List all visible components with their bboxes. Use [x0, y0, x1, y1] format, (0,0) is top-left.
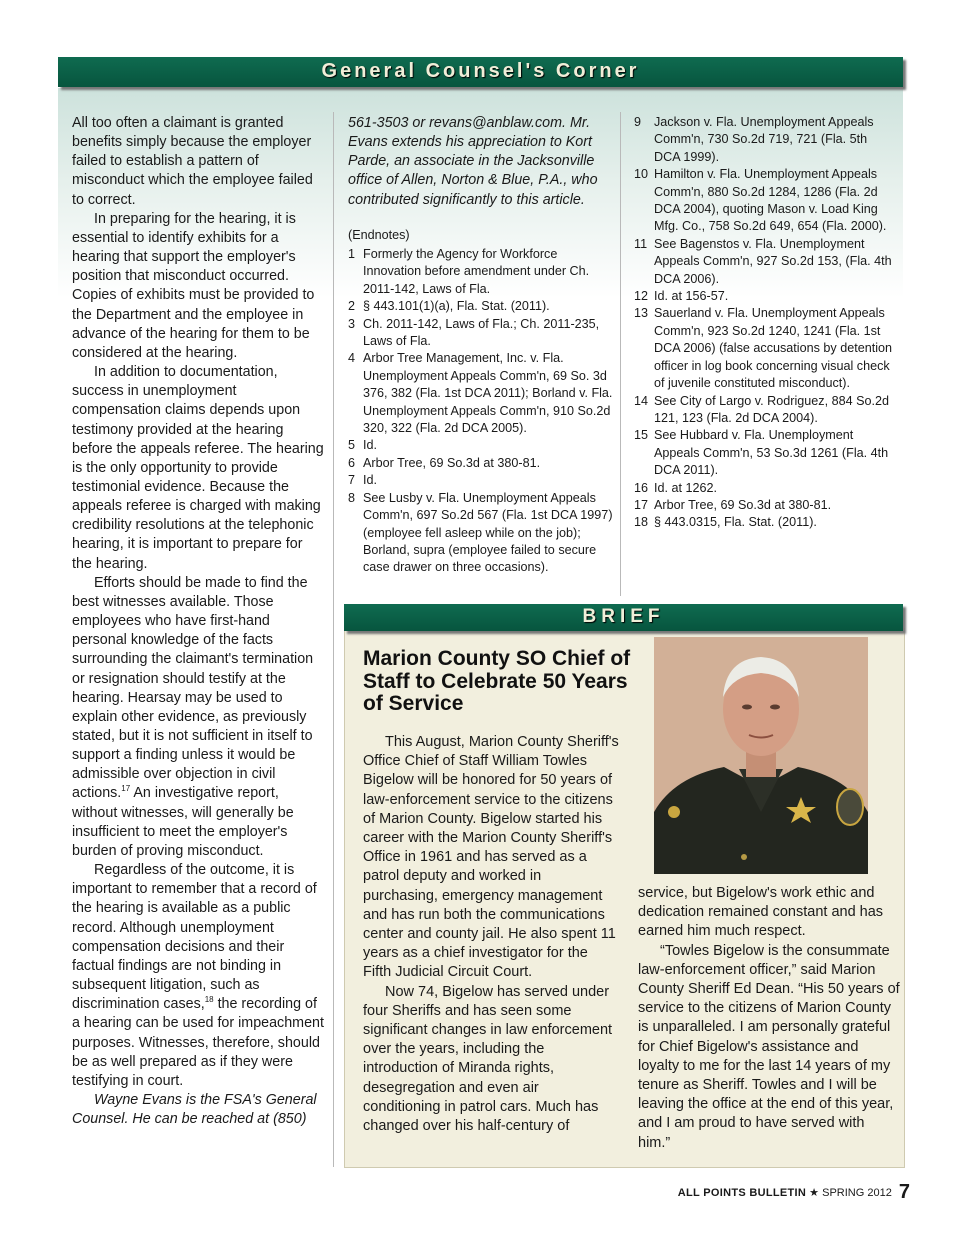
portrait-illustration: [654, 637, 868, 874]
endnote-number: 13: [634, 306, 649, 321]
author-contact: 561-3503 or revans@anblaw.com. Mr. Evans extends his appreciation to Kort Parde, an associate in the Jacksonville office of Allen, Norton & Blue, P.A., who contributed significantly to this article.: [348, 115, 598, 208]
endnote-item: [348, 350, 613, 437]
endnote-number: 14: [634, 393, 649, 408]
endnote-number: 6: [348, 455, 356, 470]
endnote-ref: 17: [121, 784, 131, 794]
endnote-text: Arbor Tree, 69 So.3d at 380-81.: [654, 497, 832, 512]
endnote-text: See City of Largo v. Rodriguez, 884 So.2d 121, 123 (Fla. 2d DCA 2004).: [654, 393, 889, 425]
endnote-text: Id.: [363, 473, 378, 488]
page-footer: [678, 1181, 910, 1204]
paragraph-text: Regardless of the outcome, it is important to remember that a record of the hearing is available as a public record. Although unemployment compensation decisions and their factual findings are not binding in subsequent litigation, such as discrimination cases,: [72, 862, 317, 1013]
endnote-item: [348, 455, 613, 472]
endnote-item: [634, 114, 896, 166]
endnote-item: [348, 246, 613, 298]
endnote-item: [634, 393, 896, 428]
paragraph-text: the recording of a hearing can be used for impeachment purposes. Witnesses, therefore, should be as well prepared as if they were testifying in court.: [72, 996, 324, 1089]
section-title: General Counsel's Corner: [321, 60, 640, 82]
endnote-text: Jackson v. Fla. Unemployment Appeals Comm'n, 730 So.2d 719, 721 (Fla. 5th DCA 1999).: [654, 115, 874, 164]
endnote-item: [348, 437, 613, 454]
endnote-number: 9: [634, 115, 642, 129]
portrait-photo: [654, 637, 868, 874]
paragraph: In addition to documentation, success in unemployment compensation claims depends upon testimony provided at the hearing before the appeals referee. The hearing is the only opportunity to provide testimonial evidence. Because the appeals referee is charged with making credibility resolutions at the telephonic hearing, it is important to prepare for the hearing.: [72, 364, 324, 572]
endnote-text: Ch. 2011-142, Laws of Fla.; Ch. 2011-235, Laws of Fla.: [363, 316, 600, 349]
brief-label: BRIEF: [582, 606, 665, 627]
paragraph: “Towles Bigelow is the consummate law-enforcement officer,” said Marion County Sheriff Ed Dean. “His 50 years of service to the citizens of Marion County is unparalleled. I am personally grateful for Chief Bigelow's assistance and loyalty to me for the last 14 years of my tenure as Sheriff. Towles and I will be leaving the office at the end of this year, and I am proud to have served with him.”: [638, 942, 900, 1151]
publication-name: ALL POINTS BULLETIN: [677, 1187, 807, 1199]
section-banner: [58, 57, 903, 87]
paragraph: Now 74, Bigelow has served under four Sheriffs and has seen some significant changes in law enforcement over the years, including the introduction of Miranda rights, desegregation and even air conditioning in patrol cars. Much has changed over his half-century of: [363, 983, 613, 1135]
endnote-number: 11: [634, 236, 648, 251]
paragraph-text: An investigative report, without witnesses, will generally be insufficient to meet the employer's burden of proving misconduct.: [72, 785, 294, 859]
brief-banner: [344, 604, 903, 631]
endnotes-list: [348, 246, 613, 577]
endnote-number: 16: [634, 480, 649, 495]
endnote-number: 3: [348, 316, 356, 331]
paragraph: In preparing for the hearing, it is essential to identify exhibits for a hearing that support the employer's position that misconduct occurred. Copies of exhibits must be provided to the Department and the employee in advance of the hearing for them to be considered at the hearing.: [72, 210, 315, 361]
endnote-text: Formerly the Agency for Workforce Innovation before amendment under Ch. 2011-142, Laws of Fla.: [363, 247, 590, 296]
endnotes-list: [634, 114, 896, 532]
endnote-item: [348, 472, 613, 489]
endnote-text: Id. at 1262.: [654, 480, 718, 495]
endnote-item: [634, 427, 896, 479]
issue-label: SPRING 2012: [822, 1187, 892, 1199]
brief-headline: Marion County SO Chief of Staff to Celebrate 50 Years of Service: [363, 647, 631, 715]
endnote-item: [348, 316, 613, 351]
page-number: 7: [898, 1181, 910, 1203]
endnote-ref: 18: [204, 995, 214, 1005]
endnote-item: [634, 480, 896, 497]
endnote-number: 2: [348, 299, 356, 314]
endnote-number: 8: [348, 490, 356, 505]
endnote-text: See Lusby v. Fla. Unemployment Appeals Comm'n, 697 So.2d 567 (Fla. 1st DCA 1997) (employee fell asleep while on the job); Borland, supra (employee failed to secure case drawer on three occasions).: [363, 490, 613, 575]
endnote-text: Id. at 156-57.: [654, 289, 729, 304]
endnote-number: 4: [348, 351, 356, 366]
endnote-item: [634, 514, 896, 531]
endnote-text: § 443.0315, Fla. Stat. (2011).: [654, 515, 817, 530]
endnote-text: Sauerland v. Fla. Unemployment Appeals Comm'n, 923 So.2d 1240, 1241 (Fla. 1st DCA 2006) (false accusations by detention officer in log book concerning visual check of juvenile constituted misconduct).: [654, 306, 893, 391]
endnote-item: [634, 166, 896, 236]
paragraph: This August, Marion County Sheriff's Office Chief of Staff William Towles Bigelow will be honored for 50 years of law-enforcement service to the citizens of Marion County. Bigelow started his career with the Marion County Sheriff's Office in 1961 and has served as a patrol deputy and worked in purchasing, emergency management and has run both the communications center and county jail. He also spent 11 years as a chief investigator for the Fifth Judicial Circuit Court.: [363, 734, 619, 981]
endnote-item: [634, 305, 896, 392]
endnote-text: Arbor Tree Management, Inc. v. Fla. Unemployment Appeals Comm'n, 69 So. 3d 376, 382 (Fla. 1st DCA 2011); Borland v. Fla. Unemployment Appeals Comm'n, 910 So.2d 320, 322 (Fla. 2d DCA 2005).: [363, 351, 613, 436]
brief-left-column: [363, 733, 619, 1136]
paragraph: service, but Bigelow's work ethic and dedication remained constant and has earned him much respect.: [638, 885, 884, 940]
endnote-item: [348, 298, 613, 315]
endnote-text: § 443.101(1)(a), Fla. Stat. (2011).: [363, 299, 550, 314]
endnote-text: See Hubbard v. Fla. Unemployment Appeals Comm'n, 53 So.3d 1261 (Fla. 4th DCA 2011).: [654, 428, 889, 478]
endnote-number: 18: [634, 515, 649, 530]
endnote-text: Arbor Tree, 69 So.3d at 380-81.: [363, 455, 541, 470]
endnote-text: See Bagenstos v. Fla. Unemployment Appeals Comm'n, 927 So.2d 153, (Fla. 4th DCA 2006).: [654, 236, 892, 286]
column-divider: [620, 112, 621, 596]
endnote-number: 15: [634, 428, 649, 443]
endnote-item: [634, 497, 896, 514]
paragraph-text: Efforts should be made to find the best witnesses available. Those employees who have first-hand personal knowledge of the facts surrounding the claimant's termination or resignation should testify at the hearing. Hearsay may be used to explain other evidence, as previously stated, but it is not sufficient in itself to support a finding unless it would be admissible over objection in civil actions.: [72, 574, 314, 802]
paragraph: [72, 574, 324, 861]
brief-right-column: [638, 884, 900, 1153]
paragraph: All too often a claimant is granted benefits simply because the employer failed to establish a pattern of misconduct which the employee failed to correct.: [72, 115, 313, 208]
endnote-item: [634, 236, 896, 288]
endnote-number: 5: [348, 438, 356, 453]
star-icon: ★: [809, 1187, 820, 1199]
endnote-item: [348, 490, 613, 577]
endnote-number: 7: [348, 473, 356, 488]
endnote-number: 10: [634, 167, 649, 182]
endnote-number: 1: [348, 247, 356, 261]
endnote-text: Id.: [363, 438, 378, 453]
endnote-item: [634, 288, 896, 305]
paragraph: [72, 861, 324, 1091]
endnote-number: 17: [634, 497, 649, 512]
endnote-number: 12: [634, 289, 649, 304]
author-bio: Wayne Evans is the FSA's General Counsel. He can be reached at (850): [72, 1091, 317, 1128]
endnotes-heading: (Endnotes): [348, 228, 410, 242]
endnote-text: Hamilton v. Fla. Unemployment Appeals Comm'n, 880 So.2d 1284, 1286 (Fla. 2d DCA 2004), quoting Mason v. Load King Mfg. Co., 758 So.2d 649, 654 (Fla. 2000).: [654, 167, 887, 234]
column-divider: [333, 112, 334, 1167]
article-left-column: [72, 114, 324, 1129]
